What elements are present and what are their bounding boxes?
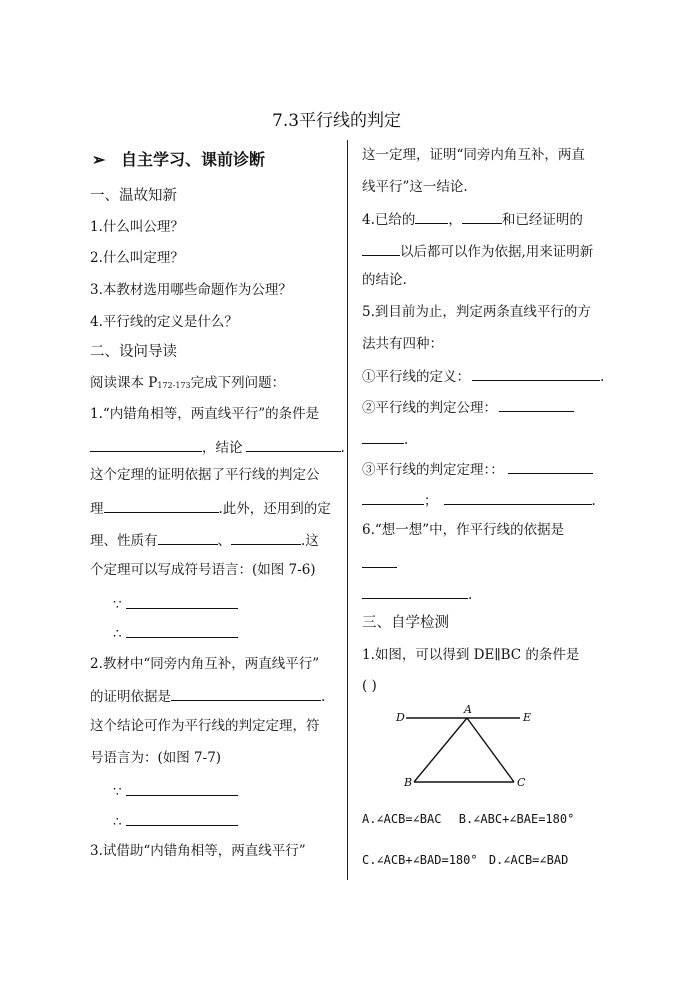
problem-3-line-1: 3.试借助“内错角相等，两直线平行”	[90, 843, 306, 859]
exercise-1-bracket: ( )	[362, 678, 377, 694]
problem-2-line-4: 号语言为：(如图 7-7)	[90, 750, 222, 766]
blank-condition[interactable]	[90, 437, 202, 452]
because-line-2	[113, 781, 238, 801]
question-2: 2.什么叫定理？	[90, 250, 184, 266]
blank-proof-basis[interactable]	[171, 686, 321, 701]
blank-therefore[interactable]	[126, 623, 238, 638]
problem-1-line-1: 1.“内错角相等，两直线平行”的条件是	[90, 406, 320, 422]
section-3-title: 三、自学检测	[362, 615, 449, 631]
section-1-title: 一、温故知新	[90, 188, 177, 204]
blank-property-1[interactable]	[158, 530, 218, 545]
question-4-line-3: 的结论.	[362, 272, 407, 288]
segment-ab	[414, 718, 467, 782]
question-5-line-1: 5.到目前为止，判定两条直线平行的方	[362, 304, 591, 320]
page-title: 7.3平行线的判定	[272, 111, 402, 131]
arrow-icon: ➢	[92, 150, 106, 169]
blank-given-2[interactable]	[462, 209, 502, 224]
because-symbol: ∵	[113, 597, 122, 613]
section-2-title: 二、设问导读	[90, 344, 177, 360]
problem-1-line-4: 理 .此外，还用到的定	[90, 498, 331, 518]
problem-2-line-1: 2.教材中“同旁内角互补，两直线平行”	[90, 656, 320, 672]
label-d: D	[396, 711, 405, 724]
problem-1-line-2: ，结论 .	[90, 437, 345, 457]
blank-proven[interactable]	[362, 241, 400, 256]
question-5-line-2: 法共有四种：	[362, 336, 443, 352]
therefore-line	[113, 623, 238, 643]
therefore-line-2	[113, 811, 238, 831]
question-4-line-2: 以后都可以作为依据,用来证明新	[362, 241, 593, 261]
label-e: E	[523, 711, 532, 724]
problem-1-line-5: 理、性质有 、 .这	[90, 530, 319, 550]
problem-2-line-3: 这个结论可作为平行线的判定定理，符	[90, 718, 320, 734]
options-row-2	[362, 853, 568, 867]
method-1: ①平行线的定义： .	[362, 366, 604, 386]
exercise-1-line-1: 1.如图，可以得到 DE∥BC 的条件是	[362, 647, 580, 663]
method-2-cont: .	[362, 429, 408, 449]
therefore-symbol: ∴	[113, 814, 122, 830]
blank-given-1[interactable]	[415, 209, 448, 224]
section-heading	[92, 147, 265, 170]
question-4: 4.平行线的定义是什么？	[90, 314, 238, 330]
problem-1-line-3: 这个定理的证明依据了平行线的判定公	[90, 467, 320, 483]
because-symbol: ∵	[113, 784, 122, 800]
question-1: 1.什么叫公理？	[90, 219, 184, 235]
blank-axiom[interactable]	[104, 498, 219, 513]
blank-method-3b[interactable]	[362, 490, 424, 505]
options-row-1	[362, 812, 574, 826]
question-6-blank-1	[362, 553, 397, 573]
question-3: 3.本教材选用哪些命题作为公理？	[90, 282, 292, 298]
option-b[interactable]: B.∠ABC+∠BAE=180°	[458, 812, 575, 826]
method-3: ③平行线的判定定理：：	[362, 459, 593, 479]
blank-therefore-2[interactable]	[126, 811, 238, 826]
blank-basis-2[interactable]	[362, 584, 468, 599]
right-line-1: 这一定理，证明“同旁内角互补，两直	[362, 147, 585, 163]
option-a[interactable]: A.∠ACB=∠BAC	[362, 812, 442, 826]
blank-method-2a[interactable]	[499, 397, 574, 412]
blank-because-2[interactable]	[126, 781, 238, 796]
blank-method-3a[interactable]	[508, 459, 593, 474]
because-line	[113, 594, 238, 614]
heading-text: 自主学习、课前诊断	[120, 150, 265, 169]
label-b: B	[404, 776, 413, 789]
method-3-cont: ； .	[362, 490, 596, 510]
blank-property-2[interactable]	[231, 530, 301, 545]
blank-conclusion[interactable]	[246, 437, 341, 452]
method-2: ②平行线的判定公理：	[362, 397, 574, 417]
blank-basis-1[interactable]	[362, 553, 397, 568]
blank-because[interactable]	[126, 594, 238, 609]
label-c: C	[517, 776, 526, 789]
problem-2-line-2: 的证明依据是 .	[90, 686, 325, 706]
blank-method-4[interactable]	[444, 490, 592, 505]
question-4-line-1: 4.已给的 ， 和已经证明的	[362, 209, 583, 229]
segment-ac	[467, 718, 514, 782]
option-c[interactable]: C.∠ACB+∠BAD=180°	[362, 853, 478, 867]
therefore-symbol: ∴	[113, 626, 122, 642]
blank-method-2b[interactable]	[362, 429, 404, 444]
reading-instruction: 阅读课本 P172-173完成下列问题：	[90, 375, 286, 391]
question-6-blank-2: .	[362, 584, 472, 604]
label-a: A	[464, 703, 472, 716]
column-divider	[347, 140, 348, 880]
problem-1-line-6: 个定理可以写成符号语言：(如图 7-6)	[90, 562, 316, 578]
question-6: 6.“想一想”中，作平行线的依据是	[362, 522, 565, 538]
option-d[interactable]: D.∠ACB=∠BAD	[488, 853, 569, 867]
right-line-2: 线平行”这一结论.	[362, 179, 468, 195]
blank-method-1[interactable]	[472, 366, 600, 381]
